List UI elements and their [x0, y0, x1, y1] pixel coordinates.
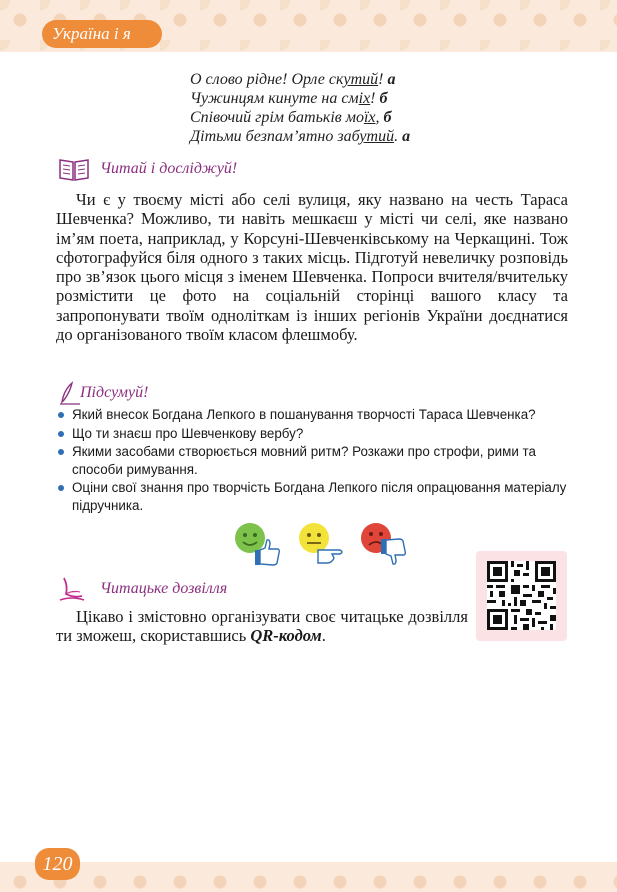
heading-label: Підсумуй!: [80, 384, 149, 401]
poem-excerpt: [190, 70, 490, 146]
reader-leisure-heading: [58, 578, 298, 600]
heading-label: Читай і досліджуй!: [100, 160, 238, 177]
paragraph-text: Цікаво і змістовно організувати своє читацьке дозвілля ти зможеш, скориставшись: [56, 607, 468, 646]
poem-text: Чужинцям кинуте на см: [190, 90, 359, 107]
poem-text: Співочий грім батьків мо: [190, 109, 364, 126]
bullet-icon: [58, 485, 64, 491]
read-explore-paragraph: [56, 190, 568, 344]
poem-line: [190, 127, 490, 146]
poem-text: О слово рідне! Орле ск: [190, 71, 344, 88]
list-item: [56, 425, 568, 443]
question-text: Що ти знаєш про Шевченкову вербу?: [72, 425, 304, 441]
summary-question-list: [56, 406, 568, 515]
list-item: [56, 443, 568, 478]
self-assessment-faces: [232, 520, 422, 568]
rhyme-underline: іх: [358, 90, 371, 107]
rhyme-letter: б: [379, 90, 388, 107]
rhyme-letter: б: [383, 109, 392, 126]
section-title: Україна і я: [52, 24, 131, 43]
neutral-thumb-sideways-icon: [296, 520, 348, 568]
poem-text: !: [370, 90, 380, 107]
question-text: Оціни свої знання про творчість Богдана Лепкого після опрацювання матеріалу підручника.: [72, 480, 567, 513]
poem-line: [190, 108, 490, 127]
summary-heading: [58, 382, 258, 404]
poem-text: !: [378, 71, 388, 88]
scroll-icon: [58, 576, 90, 611]
bullet-icon: [58, 449, 64, 455]
question-text: Який внесок Богдана Лепкого в пошанування творчості Тараса Шевченка?: [72, 407, 536, 422]
poem-text: ,: [375, 109, 384, 126]
rhyme-underline: утий: [359, 128, 395, 145]
poem-text: .: [394, 128, 403, 145]
read-explore-heading: [58, 158, 318, 180]
page-number: [35, 848, 80, 880]
open-book-icon: [58, 156, 90, 189]
page-number-label: 120: [42, 853, 73, 875]
rhyme-underline: їх: [363, 109, 376, 126]
list-item: [56, 406, 568, 424]
decorative-footer-band: [0, 862, 617, 892]
reader-leisure-paragraph: [56, 607, 468, 646]
poem-line: [190, 70, 490, 89]
qr-emphasis: QR-кодом: [250, 626, 322, 646]
bullet-icon: [58, 412, 64, 418]
section-title-tab: [42, 20, 162, 48]
list-item: [56, 479, 568, 514]
rhyme-letter: а: [402, 128, 411, 145]
poem-text: Дітьми безпам’ятно заб: [190, 128, 360, 145]
rhyme-letter: а: [387, 71, 396, 88]
poem-line: [190, 89, 490, 108]
bullet-icon: [58, 431, 64, 437]
paragraph-text: Чи є у твоєму місті або селі вулиця, яку названо на честь Тараса Шевченка? Можливо, ти навіть мешкаєш у місті чи селі, яке названо ім’ям поета, наприклад, у Корсуні-Шевченківському на Черкащині. Тож сфотографуйся біля одного з таких місць. Підготуй невеличку розповідь про зв’язок цього місця з іменем Шевченка. Попроси вчителя/вчительку розмістити це фото на соціальній сторінці вашого класу та запропонувати твоїм одноліткам із інших регіонів України доєднатися до організованого твоїм класом флешмобу.: [56, 190, 568, 345]
sad-thumbs-down-icon: [358, 520, 410, 568]
happy-thumbs-up-icon: [232, 520, 284, 568]
qr-code-icon: [487, 561, 556, 630]
qr-code[interactable]: [476, 551, 567, 641]
question-text: Якими засобами створюється мовний ритм? Розкажи про строфи, рими та способи римування.: [72, 444, 536, 477]
paragraph-text: .: [321, 626, 326, 646]
heading-label: Читацьке дозвілля: [100, 580, 228, 597]
rhyme-underline: утий: [343, 71, 379, 88]
